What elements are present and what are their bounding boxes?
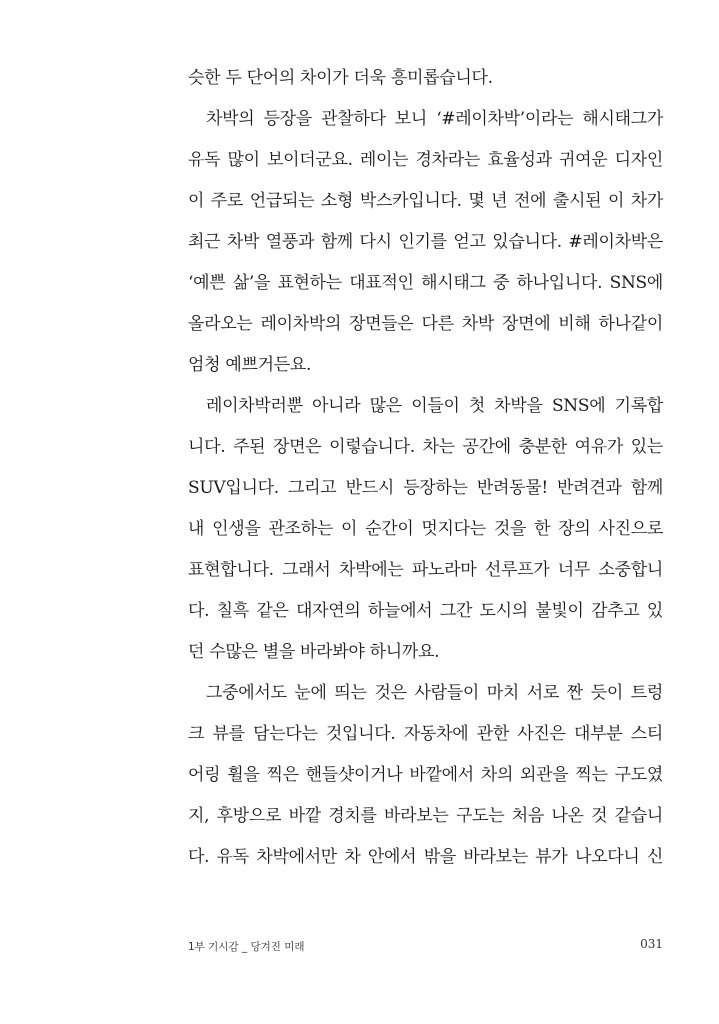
paragraph-start-line: 차박의 등장을 관찰하다 보니 ‘#레이차박’이라는 해시태그가 xyxy=(206,109,663,129)
text-line: 슷한 두 단어의 차이가 더욱 흥미롭습니다. xyxy=(188,68,493,88)
text-line: 니다. 주된 장면은 이렇습니다. 차는 공간에 충분한 여유가 있는 xyxy=(188,437,663,457)
text-line: 다. 칠흑 같은 대자연의 하늘에서 그간 도시의 불빛이 감추고 있 xyxy=(188,601,663,621)
text-line: 다. 유독 차박에서만 차 안에서 밖을 바라보는 뷰가 나오다니 신 xyxy=(188,847,663,867)
text-line: 이 주로 언급되는 소형 박스카입니다. 몇 년 전에 출시된 이 차가 xyxy=(188,191,663,211)
text-line: 유독 많이 보이더군요. 레이는 경차라는 효율성과 귀여운 디자인 xyxy=(188,150,663,170)
text-line: 크 뷰를 담는다는 것입니다. 자동차에 관한 사진은 대부분 스티 xyxy=(188,724,663,744)
text-line: 지, 후방으로 바깥 경치를 바라보는 구도는 처음 나온 것 같습니 xyxy=(188,806,663,826)
paragraph-start-line: 레이차박러뿐 아니라 많은 이들이 첫 차박을 SNS에 기록합 xyxy=(206,396,663,416)
text-line: 올라오는 레이차박의 장면들은 다른 차박 장면에 비해 하나같이 xyxy=(188,314,663,334)
text-line: 표현합니다. 그래서 차박에는 파노라마 선루프가 너무 소중합니 xyxy=(188,560,663,580)
running-head: 1부 기시감 _ 당겨진 미래 xyxy=(188,941,305,953)
text-line: 내 인생을 관조하는 이 순간이 멋지다는 것을 한 장의 사진으로 xyxy=(188,519,663,539)
page-number: 031 xyxy=(640,937,663,951)
text-line: 어링 휠을 찍은 핸들샷이거나 바깥에서 차의 외관을 찍는 구도였 xyxy=(188,765,663,785)
paragraph-end-line: 던 수많은 별을 바라봐야 하니까요. xyxy=(188,642,440,662)
paragraph-end-line: 엄청 예쁘거든요. xyxy=(188,355,312,375)
paragraph-start-line: 그중에서도 눈에 띄는 것은 사람들이 마치 서로 짠 듯이 트렁 xyxy=(206,683,663,703)
body-text xyxy=(188,58,663,878)
text-line: ‘예쁜 삶’을 표현하는 대표적인 해시태그 중 하나입니다. SNS에 xyxy=(188,273,663,293)
text-line: 최근 차박 열풍과 함께 다시 인기를 얻고 있습니다. #레이차박은 xyxy=(188,232,663,252)
text-line: SUV입니다. 그리고 반드시 등장하는 반려동물! 반려견과 함께 xyxy=(188,478,663,498)
